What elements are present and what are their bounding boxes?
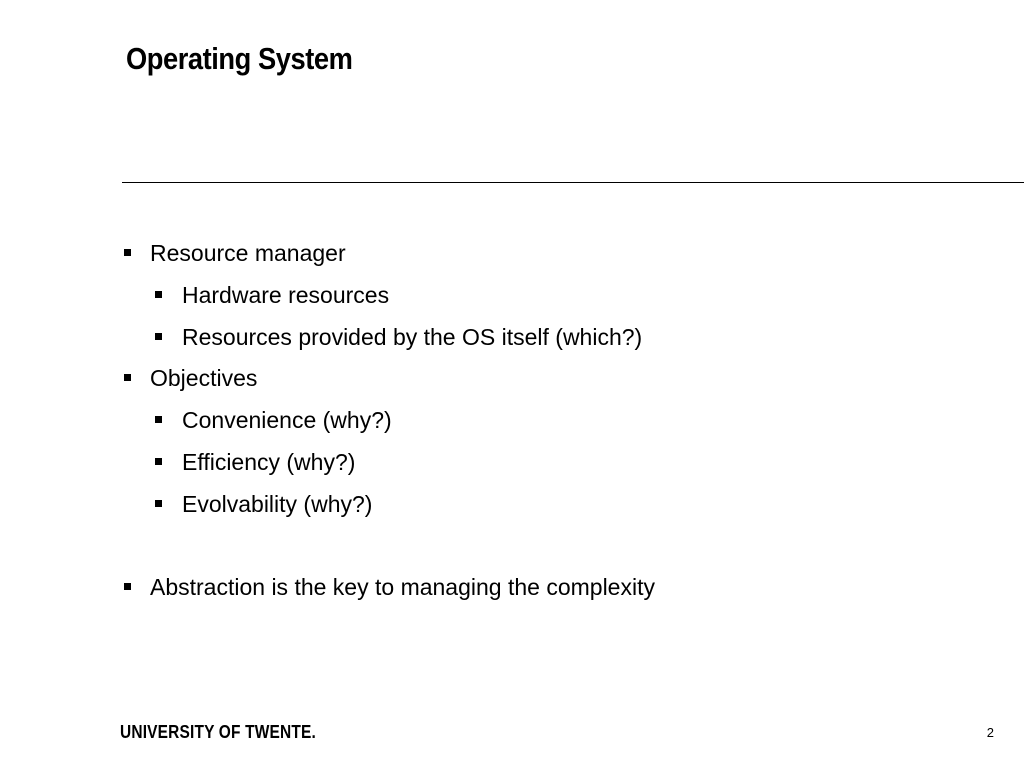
square-bullet-icon [155, 416, 162, 423]
bullet-text: Efficiency (why?) [182, 449, 356, 475]
square-bullet-icon [155, 333, 162, 340]
bullet-text: Convenience (why?) [182, 407, 392, 433]
bullet-text: Hardware resources [182, 282, 390, 308]
slide-title: Operating System [126, 41, 353, 76]
university-logo: UNIVERSITY OF TWENTE. [120, 722, 316, 742]
page-number: 2 [986, 725, 994, 740]
square-bullet-icon [155, 500, 162, 507]
bullet-text: Abstraction is the key to managing the complexity [150, 574, 655, 600]
title-divider [122, 182, 1024, 183]
bullet-text: Objectives [150, 365, 258, 391]
square-bullet-icon [124, 249, 131, 256]
square-bullet-icon [124, 374, 131, 381]
bullet-text: Evolvability (why?) [182, 491, 373, 517]
bullet-text: Resources provided by the OS itself (which?) [182, 324, 643, 350]
square-bullet-icon [124, 583, 131, 590]
square-bullet-icon [155, 458, 162, 465]
square-bullet-icon [155, 291, 162, 298]
bullet-text: Resource manager [150, 240, 346, 266]
